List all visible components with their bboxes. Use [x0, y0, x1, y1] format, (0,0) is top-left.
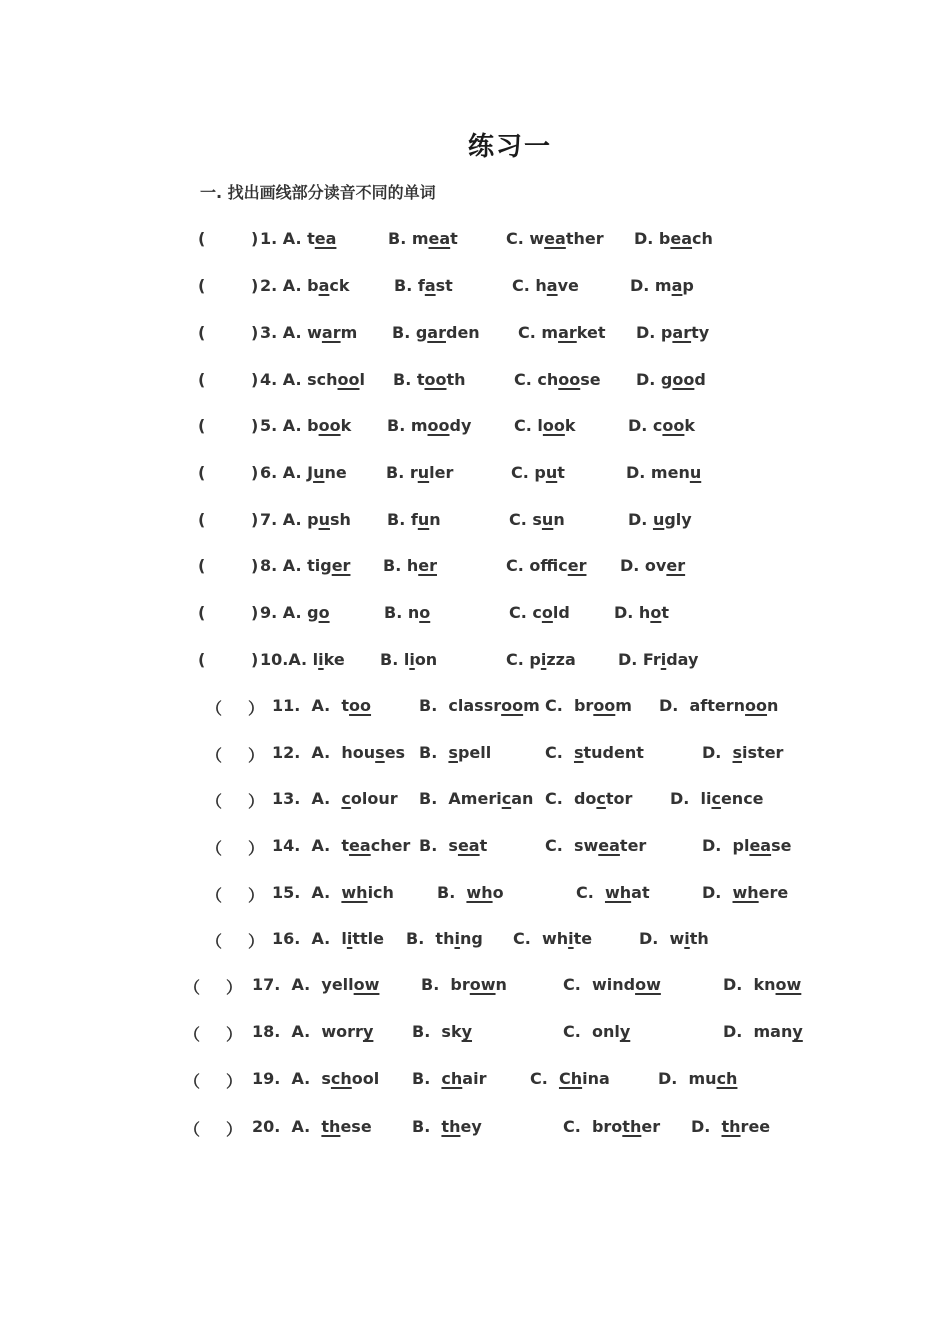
option-c: C. brother	[563, 1117, 661, 1136]
option-b: B. sky	[412, 1022, 473, 1041]
answer-blank-close: )	[251, 276, 259, 295]
answer-blank-open[interactable]: (	[198, 463, 206, 482]
question-number: 17. A.	[252, 975, 311, 994]
underlined-letters-d: oo	[672, 370, 695, 389]
option-b: B. chair	[412, 1069, 487, 1088]
underlined-letters-d: oo	[662, 416, 685, 435]
underlined-letters-c: ow	[635, 975, 661, 994]
answer-blank-close: ）	[248, 886, 265, 905]
answer-blank-close: ）	[248, 839, 265, 858]
question-number: 2. A.	[260, 276, 302, 295]
underlined-letters-a: ea	[349, 836, 371, 855]
option-b: B. classroom	[419, 696, 540, 715]
underlined-letters-b: th	[441, 1117, 461, 1136]
underlined-letters-b: i	[409, 650, 415, 669]
question-number: 16. A.	[272, 929, 331, 948]
answer-blank-close: )	[251, 556, 259, 575]
underlined-letters-d: wh	[732, 883, 759, 902]
answer-blank-open[interactable]: （	[184, 1072, 201, 1091]
option-d: D. good	[636, 370, 706, 389]
option-c: C. have	[512, 276, 579, 295]
option-a: 5. A. book	[260, 416, 352, 435]
underlined-letters-b: ea	[428, 229, 451, 248]
option-c: C. cold	[509, 603, 570, 622]
option-a: 18. A. worry	[252, 1022, 374, 1041]
underlined-letters-b: wh	[466, 883, 493, 902]
underlined-letters-a: u	[313, 463, 325, 482]
option-a: 20. A. these	[252, 1117, 372, 1136]
underlined-letters-d: i	[660, 650, 667, 669]
underlined-letters-b: c	[501, 789, 512, 808]
question-number: 4. A.	[260, 370, 302, 389]
option-d: D. sister	[702, 743, 784, 762]
question-row	[198, 276, 950, 304]
question-row	[184, 1117, 944, 1145]
question-number: 7. A.	[260, 510, 302, 529]
question-number: 13. A.	[272, 789, 331, 808]
underlined-letters-a: o	[318, 603, 330, 622]
question-number: 6. A.	[260, 463, 302, 482]
underlined-letters-c: Ch	[558, 1069, 583, 1088]
option-d: D. please	[702, 836, 792, 855]
underlined-letters-a: th	[321, 1117, 341, 1136]
question-row	[198, 463, 950, 491]
option-b: B. seat	[419, 836, 488, 855]
option-b: B. fun	[387, 510, 441, 529]
underlined-letters-c: y	[619, 1022, 631, 1041]
option-b: B. who	[437, 883, 504, 902]
option-c: C. doctor	[545, 789, 633, 808]
underlined-letters-a: c	[341, 789, 351, 808]
answer-blank-close: )	[251, 463, 259, 482]
option-a: 17. A. yellow	[252, 975, 380, 994]
underlined-letters-b: i	[454, 929, 460, 948]
answer-blank-close: )	[251, 229, 259, 248]
option-c: C. student	[545, 743, 644, 762]
option-c: C. broom	[545, 696, 632, 715]
option-b: B. no	[384, 603, 431, 622]
underlined-letters-a: s	[375, 743, 385, 762]
option-a: 2. A. back	[260, 276, 350, 295]
option-a: 1. A. tea	[260, 229, 337, 248]
underlined-letters-d: i	[684, 929, 690, 948]
underlined-letters-c: ea	[544, 229, 566, 248]
underlined-letters-b: s	[448, 743, 458, 762]
question-number: 9. A.	[260, 603, 302, 622]
option-c: C. choose	[514, 370, 601, 389]
option-d: D. hot	[614, 603, 669, 622]
answer-blank-open[interactable]: (	[198, 370, 206, 389]
underlined-letters-b: ar	[427, 323, 446, 342]
answer-blank-open[interactable]: (	[198, 603, 206, 622]
question-row	[198, 229, 950, 257]
underlined-letters-d: c	[711, 789, 721, 808]
option-d: D. many	[723, 1022, 803, 1041]
option-c: C. sweater	[545, 836, 647, 855]
answer-blank-open[interactable]: (	[198, 510, 206, 529]
underlined-letters-c: er	[567, 556, 587, 575]
option-a: 7. A. push	[260, 510, 351, 529]
underlined-letters-a: u	[318, 510, 330, 529]
underlined-letters-d: a	[671, 276, 683, 295]
underlined-letters-d: ow	[775, 975, 802, 994]
underlined-letters-a: a	[318, 276, 330, 295]
answer-blank-open[interactable]: (	[198, 416, 206, 435]
answer-blank-close: ）	[248, 699, 265, 718]
answer-blank-open[interactable]: （	[206, 792, 223, 811]
answer-blank-close: )	[251, 510, 259, 529]
answer-blank-close: ）	[226, 1120, 243, 1139]
answer-blank-close: )	[251, 416, 259, 435]
option-b: B. tooth	[393, 370, 466, 389]
answer-blank-open[interactable]: (	[198, 323, 206, 342]
underlined-letters-c: wh	[604, 883, 632, 902]
underlined-letters-b: a	[424, 276, 436, 295]
option-d: D. ugly	[628, 510, 692, 529]
underlined-letters-c: oo	[542, 416, 565, 435]
answer-blank-open[interactable]: （	[184, 1120, 201, 1139]
underlined-letters-d: s	[732, 743, 743, 762]
question-number: 10.A.	[260, 650, 308, 669]
question-number: 14. A.	[272, 836, 331, 855]
underlined-letters-a: oo	[337, 370, 360, 389]
page-title: 练习一	[467, 132, 552, 162]
option-b: B. thing	[406, 929, 483, 948]
underlined-letters-d: oo	[745, 696, 768, 715]
underlined-letters-c: ea	[598, 836, 620, 855]
question-row	[198, 650, 950, 678]
underlined-letters-d: u	[689, 463, 702, 482]
option-b: B. her	[383, 556, 437, 575]
underlined-letters-a: oo	[349, 696, 372, 715]
option-c: C. officer	[506, 556, 587, 575]
option-d: D. over	[620, 556, 686, 575]
question-row	[206, 743, 950, 771]
underlined-letters-a: ea	[314, 229, 337, 248]
answer-blank-close: )	[251, 650, 259, 669]
answer-blank-open[interactable]: （	[184, 978, 201, 997]
option-d: D. party	[636, 323, 710, 342]
underlined-letters-a: oo	[318, 416, 341, 435]
underlined-letters-c: a	[546, 276, 558, 295]
option-c: C. white	[513, 929, 593, 948]
answer-blank-open[interactable]: (	[198, 229, 206, 248]
underlined-letters-d: er	[666, 556, 686, 575]
answer-blank-close: )	[251, 603, 259, 622]
question-number: 18. A.	[252, 1022, 311, 1041]
question-row	[206, 883, 950, 911]
option-d: D. map	[630, 276, 694, 295]
question-number: 3. A.	[260, 323, 302, 342]
option-d: D. know	[723, 975, 802, 994]
underlined-letters-c: u	[541, 510, 554, 529]
question-row	[184, 1022, 944, 1050]
underlined-letters-c: o	[541, 603, 553, 622]
underlined-letters-d: ar	[672, 323, 692, 342]
underlined-letters-b: ch	[441, 1069, 463, 1088]
answer-blank-open[interactable]: （	[206, 932, 223, 951]
answer-blank-close: )	[251, 323, 259, 342]
answer-blank-close: ）	[226, 978, 243, 997]
underlined-letters-d: ea	[749, 836, 772, 855]
option-b: B. meat	[388, 229, 458, 248]
underlined-letters-b: ea	[457, 836, 480, 855]
answer-blank-close: ）	[226, 1025, 243, 1044]
answer-blank-open[interactable]: （	[206, 886, 223, 905]
option-a: 4. A. school	[260, 370, 365, 389]
underlined-letters-d: o	[650, 603, 662, 622]
underlined-letters-d: th	[721, 1117, 741, 1136]
underlined-letters-b: oo	[501, 696, 524, 715]
option-a: 12. A. houses	[272, 743, 406, 762]
question-row	[184, 975, 944, 1003]
answer-blank-open[interactable]: (	[198, 276, 206, 295]
option-b: B. spell	[419, 743, 492, 762]
option-b: B. lion	[380, 650, 438, 669]
underlined-letters-c: th	[622, 1117, 642, 1136]
answer-blank-close: )	[251, 370, 259, 389]
option-b: B. moody	[387, 416, 472, 435]
underlined-letters-b: u	[417, 463, 430, 482]
option-d: D. Friday	[618, 650, 699, 669]
underlined-letters-a: wh	[341, 883, 368, 902]
underlined-letters-b: u	[417, 510, 430, 529]
question-number: 11. A.	[272, 696, 331, 715]
underlined-letters-b: oo	[427, 416, 450, 435]
question-number: 20. A.	[252, 1117, 311, 1136]
option-a: 19. A. school	[252, 1069, 380, 1088]
underlined-letters-a: er	[331, 556, 351, 575]
option-d: D. licence	[670, 789, 764, 808]
option-c: C. pizza	[506, 650, 576, 669]
question-number: 8. A.	[260, 556, 302, 575]
option-a: 15. A. which	[272, 883, 394, 902]
option-b: B. ruler	[386, 463, 454, 482]
option-b: B. garden	[392, 323, 480, 342]
underlined-letters-b: er	[418, 556, 437, 575]
option-c: C. market	[518, 323, 606, 342]
answer-blank-open[interactable]: （	[206, 746, 223, 765]
underlined-letters-c: i	[568, 929, 574, 948]
underlined-letters-d: ea	[670, 229, 693, 248]
option-c: C. China	[530, 1069, 610, 1088]
option-c: C. put	[511, 463, 565, 482]
answer-blank-open[interactable]: （	[206, 699, 223, 718]
option-d: D. beach	[634, 229, 713, 248]
underlined-letters-b: oo	[424, 370, 447, 389]
question-row	[198, 416, 950, 444]
underlined-letters-c: s	[573, 743, 584, 762]
option-d: D. three	[691, 1117, 771, 1136]
option-a: 3. A. warm	[260, 323, 358, 342]
question-row	[206, 696, 950, 724]
underlined-letters-b: o	[419, 603, 431, 622]
answer-blank-close: ）	[248, 932, 265, 951]
option-d: D. where	[702, 883, 789, 902]
question-number: 1. A.	[260, 229, 302, 248]
underlined-letters-a: ch	[330, 1069, 352, 1088]
question-row	[198, 603, 950, 631]
answer-blank-open[interactable]: （	[184, 1025, 201, 1044]
question-row	[206, 789, 950, 817]
option-c: C. only	[563, 1022, 631, 1041]
answer-blank-close: ）	[248, 746, 265, 765]
option-a: 8. A. tiger	[260, 556, 351, 575]
underlined-letters-c: i	[540, 650, 547, 669]
question-number: 12. A.	[272, 743, 331, 762]
underlined-letters-d: u	[652, 510, 665, 529]
underlined-letters-c: u	[545, 463, 558, 482]
option-d: D. much	[658, 1069, 738, 1088]
question-row	[198, 370, 950, 398]
option-d: D. afternoon	[659, 696, 779, 715]
answer-blank-close: ）	[226, 1072, 243, 1091]
option-a: 9. A. go	[260, 603, 330, 622]
option-c: C. weather	[506, 229, 604, 248]
option-d: D. with	[639, 929, 709, 948]
option-c: C. window	[563, 975, 661, 994]
question-number: 15. A.	[272, 883, 331, 902]
question-row	[198, 510, 950, 538]
underlined-letters-b: ow	[469, 975, 496, 994]
option-b: B. they	[412, 1117, 482, 1136]
underlined-letters-c: c	[596, 789, 606, 808]
underlined-letters-c: oo	[558, 370, 581, 389]
option-c: C. look	[514, 416, 576, 435]
option-a: 13. A. colour	[272, 789, 398, 808]
question-number: 19. A.	[252, 1069, 311, 1088]
option-b: B. fast	[394, 276, 453, 295]
underlined-letters-c: ar	[558, 323, 577, 342]
underlined-letters-c: oo	[593, 696, 616, 715]
underlined-letters-d: ch	[716, 1069, 738, 1088]
underlined-letters-a: i	[318, 650, 324, 669]
underlined-letters-b: y	[461, 1022, 473, 1041]
answer-blank-open[interactable]: （	[206, 839, 223, 858]
question-row	[198, 556, 950, 584]
option-d: D. cook	[628, 416, 696, 435]
underlined-letters-a: y	[362, 1022, 374, 1041]
question-row	[206, 929, 950, 957]
section-heading: 一. 找出画线部分读音不同的单词	[200, 183, 436, 202]
underlined-letters-a: ar	[321, 323, 341, 342]
answer-blank-open[interactable]: (	[198, 556, 206, 575]
underlined-letters-a: i	[346, 929, 353, 948]
question-number: 5. A.	[260, 416, 302, 435]
option-d: D. menu	[626, 463, 702, 482]
option-b: B. American	[419, 789, 534, 808]
question-row	[206, 836, 950, 864]
option-c: C. sun	[509, 510, 565, 529]
option-a: 6. A. June	[260, 463, 347, 482]
question-row	[198, 323, 950, 351]
underlined-letters-a: ow	[353, 975, 380, 994]
option-a: 10.A. like	[260, 650, 345, 669]
answer-blank-close: ）	[248, 792, 265, 811]
option-c: C. what	[576, 883, 650, 902]
option-a: 11. A. too	[272, 696, 372, 715]
question-row	[184, 1069, 944, 1097]
option-a: 14. A. teacher	[272, 836, 411, 855]
answer-blank-open[interactable]: (	[198, 650, 206, 669]
option-b: B. brown	[421, 975, 507, 994]
option-a: 16. A. little	[272, 929, 384, 948]
underlined-letters-d: y	[792, 1022, 803, 1041]
